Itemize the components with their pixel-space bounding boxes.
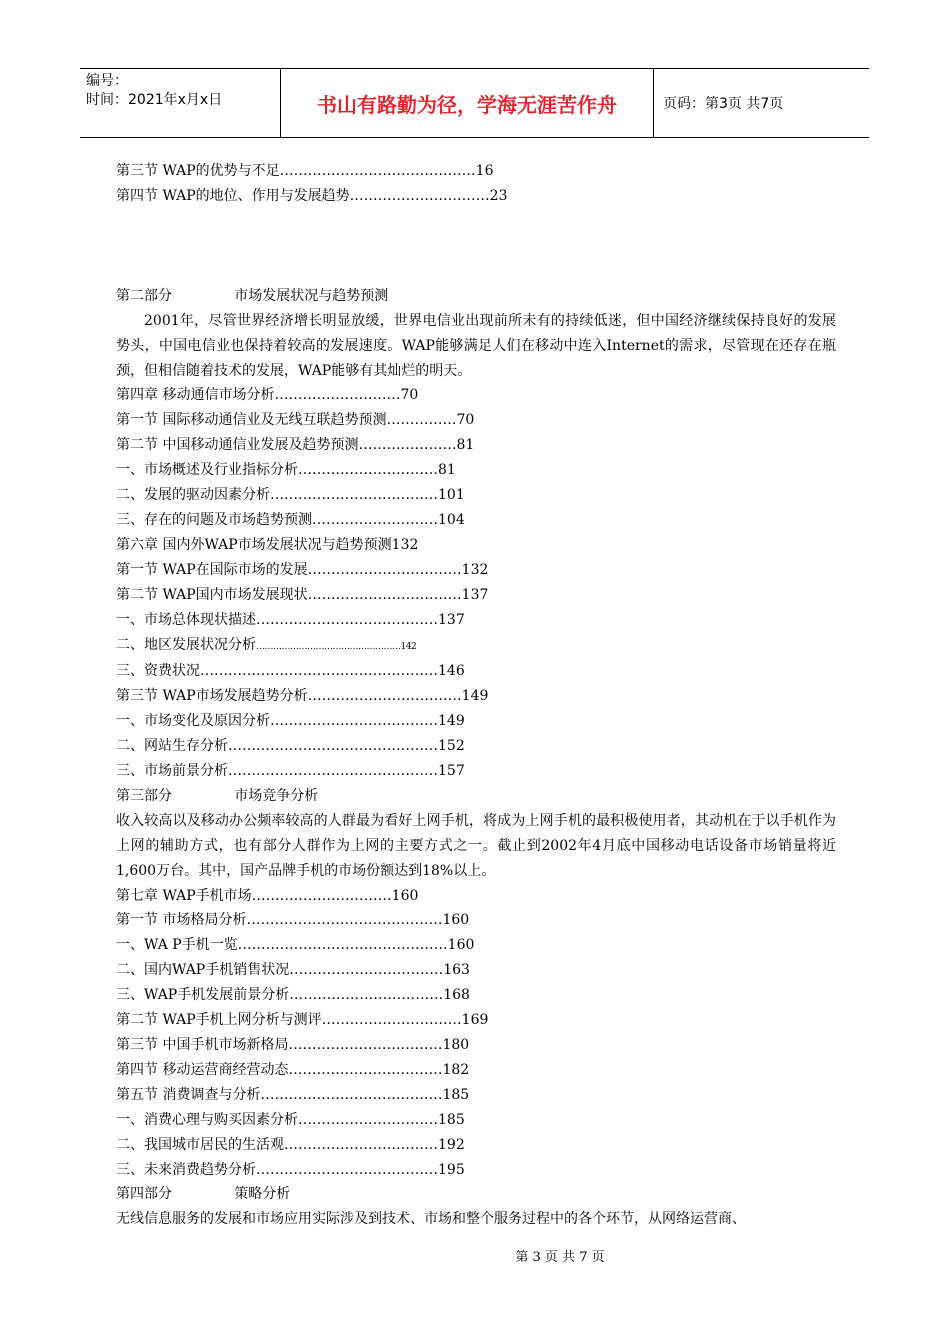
- toc-line: 二、国内WAP手机销售状况……………………………163: [116, 962, 470, 979]
- toc-line-dots: ……………………………………………142: [256, 641, 417, 652]
- page-header: [80, 68, 869, 138]
- toc-line: 第三节 WAP市场发展趋势分析……………………………149: [116, 688, 489, 705]
- section-title: 第二部分 市场发展状况与趋势预测: [116, 287, 389, 304]
- toc-line: 一、市场总体现状描述…………………………………137: [116, 611, 465, 628]
- document-body: [116, 159, 836, 1232]
- toc-line: 一、消费心理与购买因素分析…………………………185: [116, 1111, 465, 1128]
- toc-line-text: 二、地区发展状况分析: [116, 636, 256, 653]
- toc-line: 二、我国城市居民的生活观……………………………192: [116, 1136, 465, 1153]
- section-title: 第四部分 策略分析: [116, 1186, 291, 1203]
- header-motto: 书山有路勤为径，学海无涯苦作舟: [281, 69, 654, 137]
- toc-line: 第二节 中国移动通信业发展及趋势预测…………………81: [116, 437, 475, 454]
- toc-line: 三、WAP手机发展前景分析……………………………168: [116, 987, 470, 1004]
- page-footer: 第 3 页 共 7 页: [515, 1250, 605, 1265]
- section-title: 第三部分 市场竞争分析: [116, 787, 319, 804]
- toc-line: 第四节 WAP的地位、作用与发展趋势…………………………23: [116, 187, 508, 204]
- spacer: [116, 209, 836, 284]
- toc-line: 三、未来消费趋势分析…………………………………195: [116, 1161, 465, 1178]
- body-paragraph: 收入较高以及移动办公频率较高的人群最为看好上网手机，将成为上网手机的最积极使用者，其动机在于以手机作为上网的辅助方式，也有部分人群作为上网的主要方式之一。截止到2002年4月底中国移动电话设备市场销量将近1,600万台。其中，国产品牌手机的市场份额达到18%以上。: [116, 812, 836, 879]
- toc-line: [116, 633, 836, 660]
- toc-line: 三、资费状况……………………………………………146: [116, 663, 465, 680]
- toc-line: 第一节 市场格局分析……………………………………160: [116, 912, 470, 929]
- doc-code-label: 编号：: [86, 73, 128, 89]
- toc-line: 第七章 WAP手机市场…………………………160: [116, 887, 419, 904]
- toc-line: 二、发展的驱动因素分析………………………………101: [116, 487, 465, 504]
- toc-line: 第四章 移动通信市场分析………………………70: [116, 387, 419, 404]
- toc-line: 第二节 WAP手机上网分析与测评…………………………169: [116, 1012, 489, 1029]
- toc-line: 第二节 WAP国内市场发展现状……………………………137: [116, 586, 489, 603]
- header-page-info: 页码：第3页 共7页: [663, 96, 784, 112]
- toc-line: 三、市场前景分析………………………………………157: [116, 763, 465, 780]
- toc-line: 一、市场概述及行业指标分析…………………………81: [116, 462, 456, 479]
- toc-line: 一、市场变化及原因分析………………………………149: [116, 713, 465, 730]
- doc-date: 时间：2021年x月x日: [86, 92, 223, 108]
- toc-line: 第五节 消费调查与分析…………………………………185: [116, 1086, 470, 1103]
- toc-line: 第三节 中国手机市场新格局……………………………180: [116, 1037, 470, 1053]
- toc-line: 一、WA P手机一览………………………………………160: [116, 937, 475, 954]
- body-paragraph: 2001年，尽管世界经济增长明显放缓，世界电信业出现前所未有的持续低迷，但中国经济继续保持良好的发展势头，中国电信业也保持着较高的发展速度。WAP能够满足人们在移动中连入Internet的需求，尽管现在还存在瓶颈，但相信随着技术的发展，WAP能够有其灿烂的明天。: [116, 312, 836, 379]
- toc-line: 第六章 国内外WAP市场发展状况与趋势预测132: [116, 536, 419, 553]
- toc-line: 第一节 国际移动通信业及无线互联趋势预测……………70: [116, 412, 475, 429]
- toc-line: 二、网站生存分析………………………………………152: [116, 738, 465, 755]
- toc-line: 第一节 WAP在国际市场的发展……………………………132: [116, 561, 489, 578]
- body-paragraph: 无线信息服务的发展和市场应用实际涉及到技术、市场和整个服务过程中的各个环节，从网络运营商、: [116, 1211, 746, 1228]
- header-meta: [80, 69, 281, 137]
- toc-line: 三、存在的问题及市场趋势预测………………………104: [116, 511, 465, 528]
- toc-line: 第三节 WAP的优势与不足……………………………………16: [116, 163, 494, 179]
- toc-line: 第四节 移动运营商经营动态……………………………182: [116, 1061, 470, 1078]
